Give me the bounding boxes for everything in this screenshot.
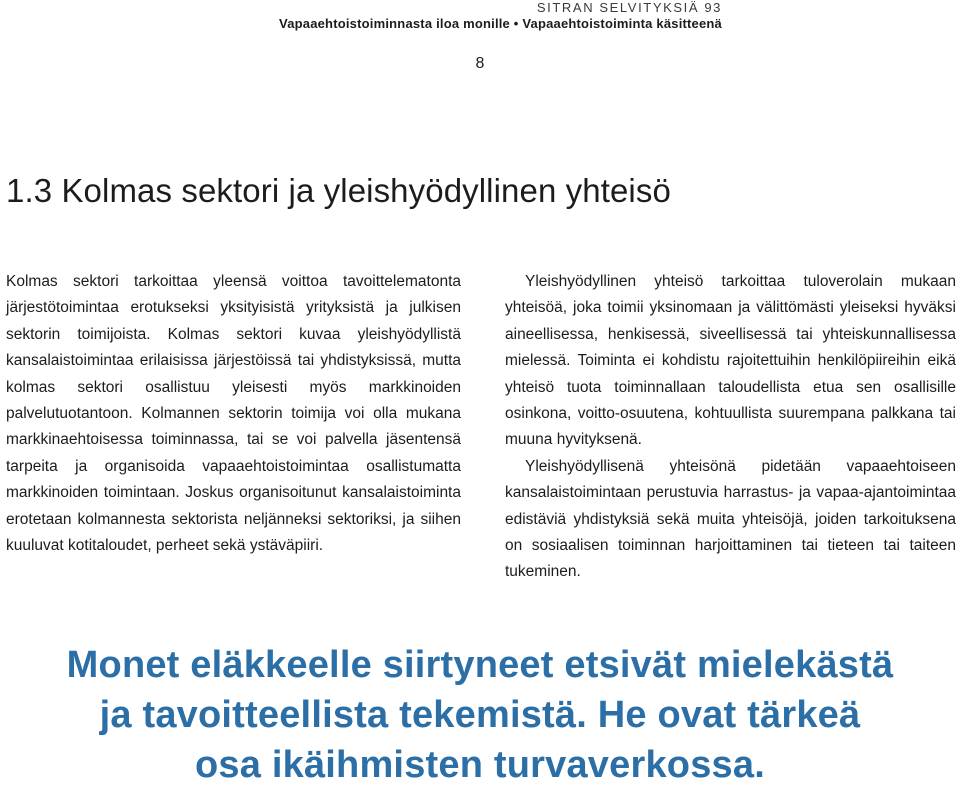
pull-quote-line-3: osa ikäihmisten turvaverkossa. <box>195 744 765 786</box>
right-paragraph-1: Yleishyödyllinen yhteisö tarkoittaa tuloverolain mukaan yhteisöä, joka toimii yksinomaan ja välittömästi yleiseksi hyväksi aineellisessa, henkisessä, siveellisessä tai yhteiskunnallisessa mielessä. Toiminta ei kohdistu rajoitettuihin henkilöpiireihin eikä yhteisö tuota toiminnallaan taloudellista etua sen osallisille osinkona, voitto-osuutena, kohtuullista suurempana palkkana tai muuna hyvityksenä. <box>505 273 956 449</box>
pull-quote-line-1: Monet eläkkeelle siirtyneet etsivät mielekästä <box>66 644 894 686</box>
body-columns <box>6 269 956 586</box>
left-column <box>6 269 461 586</box>
left-paragraph-1: Kolmas sektori tarkoittaa yleensä voittoa tavoittelematonta järjestötoimintaa erotukseksi yksityisistä yrityksistä ja julkisen sektorin toimijoista. Kolmas sektori kuvaa yleishyödyllistä kansalaistoimintaa erilaisissa järjestöissä tai yhdistyksissä, mutta kolmas sektori osallistuu yleisesti myös markkinoiden palvelutuotantoon. Kolmannen sektorin toimija voi olla mukana markkinaehtoisessa toiminnassa, tai se voi palvella jäsentensä tarpeita ja organisoida vapaaehtoistoimintaa osallistumatta markkinoiden toimintaan. Joskus organisoitunut kansalaistoiminta erotetaan kolmannesta sektorista neljänneksi sektoriksi, ja siihen kuuluvat kotitaloudet, perheet sekä ystäväpiiri. <box>6 273 461 555</box>
chapter-title: 1.3 Kolmas sektori ja yleishyödyllinen yhteisö <box>6 172 671 209</box>
right-paragraph-2: Yleishyödyllisenä yhteisönä pidetään vapaaehtoiseen kansalaistoimintaan perustuvia harrastus- ja vapaa-ajantoimintaa edistäviä yhdistyksiä sekä muita yhteisöjä, joiden tarkoituksena on sosiaalisen toiminnan harjoittaminen tai tieteen tai taiteen tukeminen. <box>505 457 956 581</box>
running-header <box>279 0 722 32</box>
page-number: 8 <box>475 55 485 72</box>
series-name: SITRAN SELVITYKSIÄ 93 <box>536 0 722 15</box>
pull-quote <box>0 640 960 790</box>
publication-subtitle: Vapaaehtoistoiminnasta iloa monille • Vapaaehtoistoiminta käsitteenä <box>279 16 722 31</box>
right-column <box>505 269 956 586</box>
pull-quote-line-2: ja tavoitteellista tekemistä. He ovat tärkeä <box>99 694 861 736</box>
